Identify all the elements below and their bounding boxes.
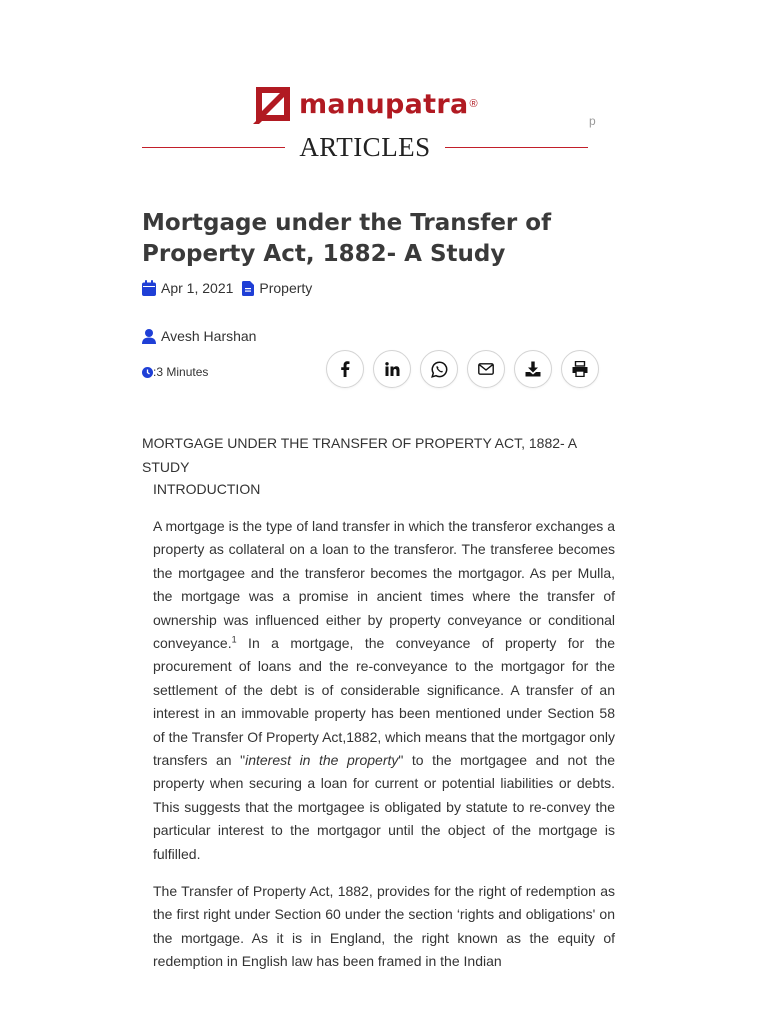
print-icon: [572, 361, 588, 377]
share-bar: [326, 350, 599, 388]
footnote-1-ref[interactable]: 1: [231, 634, 237, 645]
whatsapp-icon: [431, 361, 448, 378]
manupatra-logo[interactable]: [253, 82, 478, 126]
author-row: [142, 328, 256, 344]
paragraph-1-emphasis: interest in the property: [245, 752, 399, 769]
paragraph-1-part-c: " to the mortgagee and not the property when securing a loan for current or potential liabilities or debts. This suggests that the mortgagee is obligated by statute to re-convey the particular interest to the mortgagor until the object of the mortgage is fulfilled.: [153, 752, 615, 862]
manupatra-logo-mark-icon: [253, 84, 293, 124]
share-email-button[interactable]: [467, 350, 505, 388]
clock-icon: [142, 367, 153, 378]
read-time: [142, 365, 208, 379]
right-rule: [445, 147, 588, 148]
share-whatsapp-button[interactable]: [420, 350, 458, 388]
article-heading: MORTGAGE UNDER THE TRANSFER OF PROPERTY ACT, 1882- A STUDY: [142, 435, 577, 475]
stray-character: p: [589, 114, 596, 128]
brand-name: manupatra: [299, 88, 469, 120]
user-icon: [142, 329, 156, 344]
paragraph-1-part-a: A mortgage is the type of land transfer in which the transferor exchanges a property as collateral on a loan to the transferor. The transferee becomes the mortgagee and the transferor becomes the mortgagor. As per Mulla, the mortgage was a promise in ancient times where the transfer of ownership was influenced either by property conveyance or conditional conveyance.: [153, 518, 615, 652]
print-button[interactable]: [561, 350, 599, 388]
email-icon: [478, 363, 494, 375]
article-meta: [142, 280, 312, 296]
document-icon: [242, 281, 254, 296]
article-date: Apr 1, 2021: [161, 280, 234, 296]
facebook-icon: [340, 361, 350, 377]
read-time-value: 3 Minutes: [156, 365, 209, 379]
section-label: ARTICLES: [299, 131, 431, 162]
read-time-prefix: :: [153, 365, 157, 379]
linkedin-icon: [385, 362, 400, 376]
share-facebook-button[interactable]: [326, 350, 364, 388]
section-intro-heading: INTRODUCTION: [153, 481, 261, 497]
article-title: Mortgage under the Transfer of Property Act, 1882- A Study: [142, 210, 552, 267]
registered-mark: ®: [469, 98, 478, 110]
download-icon: [525, 361, 541, 377]
author-link[interactable]: Avesh Harshan: [161, 328, 257, 344]
calendar-icon: [142, 280, 156, 296]
section-header: [142, 130, 588, 164]
category-link[interactable]: Property: [259, 280, 313, 296]
left-rule: [142, 147, 285, 148]
share-linkedin-button[interactable]: [373, 350, 411, 388]
download-button[interactable]: [514, 350, 552, 388]
paragraph-1-part-b: In a mortgage, the conveyance of property for the procurement of loans and the re-conveyance to the mortgagor for the settlement of the debt is of considerable significance. A transfer of an interest in an immovable property has been mentioned under Section 58 of the Transfer Of Property Act,1882, which means that the mortgagor only transfers an ": [153, 635, 615, 769]
article-paragraph-2: The Transfer of Property Act, 1882, provides for the right of redemption as the first right under Section 60 under the section ‘rights and obligations' on the mortgage. As it is in England, the right known as the equity of redemption in English law has been framed in the Indian: [153, 883, 615, 970]
article-paragraph-1: [153, 515, 615, 866]
